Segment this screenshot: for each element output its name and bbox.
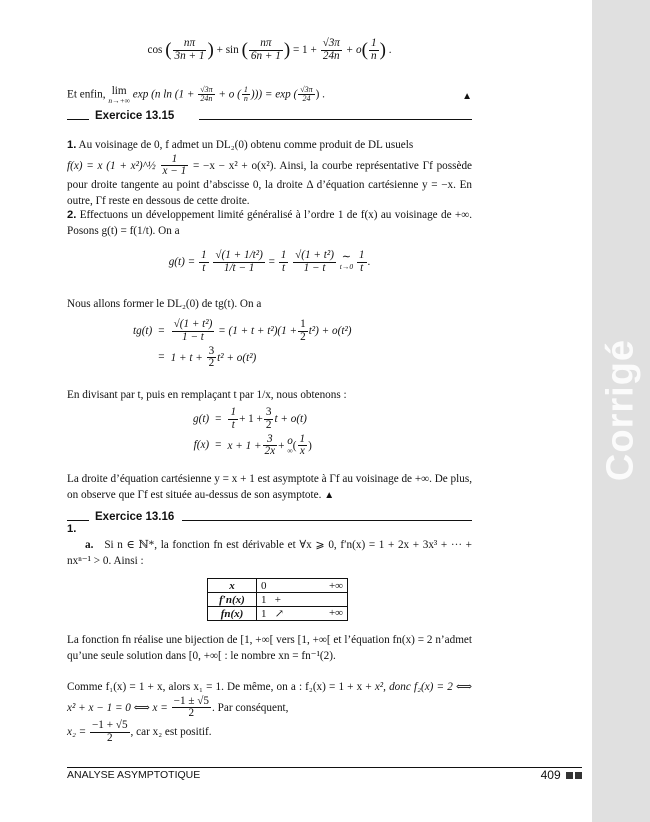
frac-den: n — [370, 49, 377, 62]
exercise-title: Exercice 13.15 — [95, 110, 175, 122]
frac-den: 1 − t — [303, 261, 326, 274]
header-rule-left — [67, 119, 89, 120]
p1-line-c: Γf possède pour droite tangente au point d’abscisse 0, la droite Δ d’équation cartésienne y = −x. En outre, Γf reste en dessous de cette droite. — [67, 159, 473, 207]
part-number: 2. — [67, 209, 77, 221]
frac-den: 2 — [265, 418, 272, 431]
op: = — [158, 351, 165, 363]
frac-num: 1 — [161, 154, 189, 167]
arrow-up-right-icon: ↗ — [274, 608, 284, 620]
equation-trig: cos ( $\frac{n\pi}{3n + 1}$ ) + sin ( $\frac{n\pi}{6n + 1}$ ) = 1 + $\frac{√3\pi}{24n}$ + o( $\frac{1}{n}$ ) . — [147, 37, 392, 62]
frac-num: 1 — [243, 85, 248, 94]
frac-num: nπ — [173, 38, 207, 51]
p3: Nous allons former le DL₂(0) de tg(t). On a — [67, 298, 262, 310]
square-icon — [575, 772, 582, 779]
sim: ∼ — [341, 251, 352, 264]
table-row — [208, 579, 348, 593]
rhs-b: + o — [345, 43, 362, 56]
row2-b: t² + o(t²) — [217, 351, 257, 364]
comme-a: Comme f₁(x) = 1 + x, alors x₁ = 1. De même, on a : f₂(x) = 1 + x + — [67, 681, 372, 693]
plus: + — [216, 43, 223, 56]
frac-den: x — [299, 445, 305, 458]
question-number: 1. — [67, 523, 77, 535]
row-values — [257, 607, 348, 621]
op: = — [158, 324, 165, 337]
limit-body: exp (n ln (1 + — [132, 88, 195, 101]
o: o — [287, 434, 293, 447]
comme-b-post: . Par conséquent, — [212, 701, 289, 714]
frac-den: t — [282, 261, 286, 274]
comme-b-pre: x², donc f₂(x) = 2 ⟺ x² + x − 1 = 0 ⟺ x = — [67, 681, 472, 714]
cell: 1 — [261, 593, 267, 606]
frac-num: √3π — [200, 85, 213, 94]
g-equation — [67, 250, 472, 275]
cell: 0 — [261, 579, 267, 592]
header-rule-right — [182, 520, 472, 521]
exercise-header-13-15 — [67, 106, 472, 122]
frac-num: 3 — [208, 344, 215, 357]
frac-den: x − 1 — [162, 165, 187, 178]
tg-equation — [130, 318, 470, 371]
x2-pre: x₂ = — [67, 725, 87, 738]
r2-c: + — [278, 439, 285, 452]
o-part: + o ( — [218, 88, 241, 101]
p1-line-b: = −x − x² + o(x²). Ainsi, la courbe représentative — [192, 159, 419, 172]
frac-num: 1 — [280, 249, 287, 261]
frac-den: 2 — [300, 330, 306, 343]
cell: +∞ — [328, 607, 343, 619]
rest-a: = (1 + t + t²)(1 + — [218, 324, 298, 337]
g-lhs: g(t) — [193, 412, 210, 425]
o-sub: ∞ — [287, 445, 293, 455]
row2-a: 1 + t + — [170, 351, 203, 364]
frac-den: t — [360, 261, 364, 274]
comme-text — [67, 680, 472, 745]
frac-num: nπ — [249, 38, 283, 51]
p1-formula: f(x) = x (1 + x²)^½ — [67, 159, 156, 172]
lim-operator — [108, 86, 130, 106]
frac-num: √(1 + 1/t²) — [215, 249, 263, 261]
footer-chapter-title: ANALYSE ASYMPTOTIQUE — [67, 769, 201, 781]
lhs: g(t) = — [168, 255, 196, 268]
footer-rule — [67, 767, 582, 768]
frac-den: 1/t − 1 — [223, 261, 255, 274]
cell: +∞ — [328, 579, 343, 592]
page-number: 409 — [540, 768, 561, 782]
frac-num: √3π — [300, 85, 313, 94]
header-rule-right — [199, 119, 472, 120]
little-o — [287, 434, 293, 455]
ex1316-a — [67, 538, 472, 569]
frac-den: 2 — [208, 357, 215, 370]
exercise-title: Exercice 13.16 — [95, 511, 175, 523]
frac-den: 2 — [106, 731, 113, 744]
p1-line-a: Au voisinage de 0, f admet un DL₂(0) obtenu comme produit de DL usuels — [78, 139, 414, 151]
frac-den: 2 — [188, 707, 195, 720]
frac-num: −1 ± √5 — [173, 694, 210, 707]
f-lhs: f(x) — [193, 439, 210, 451]
r2-a: x + 1 + — [227, 439, 262, 452]
frac-num: 3 — [265, 406, 272, 418]
row-values — [257, 579, 348, 593]
frac-num: √3π — [322, 37, 340, 49]
frac-num: √(1 + t²) — [295, 249, 334, 261]
ex1315-part2 — [67, 208, 472, 239]
frac-den: 6n + 1 — [250, 49, 281, 62]
rhs-a: = 1 + — [292, 43, 317, 56]
period: . — [388, 43, 392, 56]
part-number: 1. — [67, 139, 77, 151]
p4: En divisant par t, puis en remplaçant t par 1/x, nous obtenons : — [67, 389, 347, 401]
frac-den: t — [231, 418, 235, 431]
frac-num: 1 — [299, 432, 306, 445]
row-head: fn(x) — [208, 607, 257, 621]
final-equations: g(t) = $\frac{1}{t}$ + 1 + $\frac{3}{2}$ t + o(t) f(x) = x + 1 + $\frac{3}{2x}$ + o ∞ ( $\frac{1}{x}$ ) — [190, 406, 410, 459]
sin-fn: sin — [225, 43, 239, 56]
frac-den: 24n — [322, 49, 340, 62]
p5 — [67, 472, 472, 503]
r1-b: + 1 + — [239, 412, 263, 425]
a-text: Si n ∈ ℕ*, la fonction fn est dérivable et ∀x ⩾ 0, f′n(x) = 1 + 2x + 3x³ + ··· + nxⁿ⁻¹ > 0. Ainsi : — [67, 539, 472, 567]
lim: lim — [111, 85, 127, 97]
frac-den: 1 − t — [182, 330, 204, 343]
frac-num: 3 — [263, 434, 278, 447]
p2-text: Effectuons un développement limité généralisé à l’ordre 1 de f(x) au voisinage de +∞. Posons g(t) = f(1/t). On a — [67, 209, 472, 237]
frac-den: t — [202, 261, 206, 274]
close: ))) = exp ( — [250, 88, 298, 101]
frac-den: 24 — [302, 94, 311, 104]
end: ) . — [315, 88, 325, 101]
sub-label: a. — [85, 539, 94, 551]
frac-den: 2x — [264, 445, 276, 458]
frac-num: 1 — [200, 249, 207, 261]
end-of-proof-icon: ▲ — [324, 489, 335, 501]
row-head: f′n(x) — [208, 593, 257, 607]
ex1315-part1 — [67, 138, 472, 209]
sidebar-label: Corrigé — [599, 338, 642, 482]
frac-den: 3n + 1 — [174, 49, 205, 62]
frac-num: 1 — [300, 318, 306, 330]
exercise-header-13-16 — [67, 507, 472, 523]
tg-lhs: tg(t) — [133, 324, 153, 337]
row-values — [257, 593, 348, 607]
equivalent-operator — [340, 253, 353, 271]
limit-prefix: Et enfin, — [67, 88, 106, 101]
cos-fn: cos — [147, 43, 163, 56]
frac-num: 1 — [370, 37, 377, 49]
p5-text: La droite d’équation cartésienne y = x + 1 est asymptote à Γf au voisinage de +∞. De plus, on observe que Γf est située au-dessus de son asymptote. — [67, 473, 472, 501]
x2-post: , car x₂ est positif. — [130, 725, 212, 738]
table-row — [208, 607, 348, 621]
row-head: x — [208, 579, 257, 593]
lim-sub: n→+∞ — [108, 96, 130, 105]
rest-b: t²) + o(t²) — [308, 324, 352, 337]
table-row — [208, 593, 348, 607]
r1-d: t + o(t) — [274, 412, 307, 425]
square-icon — [566, 772, 573, 779]
variation-table — [207, 578, 348, 621]
frac-num: 1 — [230, 406, 237, 418]
frac-den: 24n — [200, 94, 213, 104]
frac-den: n — [243, 94, 248, 104]
bijection-text: La fonction fn réalise une bijection de [1, +∞[ vers [1, +∞[ et l’équation fn(x) = 2 n’admet qu’une seule solution dans [0, +∞[ : le nombre xn = fn⁻¹(2). — [67, 634, 472, 662]
frac-num: 1 — [358, 249, 365, 261]
equals: = — [268, 255, 275, 268]
sim-sub: t→0 — [339, 262, 354, 272]
footer-page — [541, 768, 582, 782]
end-of-proof-icon: ▲ — [462, 91, 472, 102]
cell: 1 — [261, 608, 267, 620]
op: = — [215, 412, 222, 425]
frac-num: √(1 + t²) — [173, 318, 213, 330]
header-rule-left — [67, 520, 89, 521]
cell: + — [274, 593, 281, 606]
op: = — [215, 439, 222, 451]
frac-num: −1 + √5 — [92, 719, 128, 731]
limit-line — [67, 86, 472, 106]
period: . — [367, 255, 371, 268]
